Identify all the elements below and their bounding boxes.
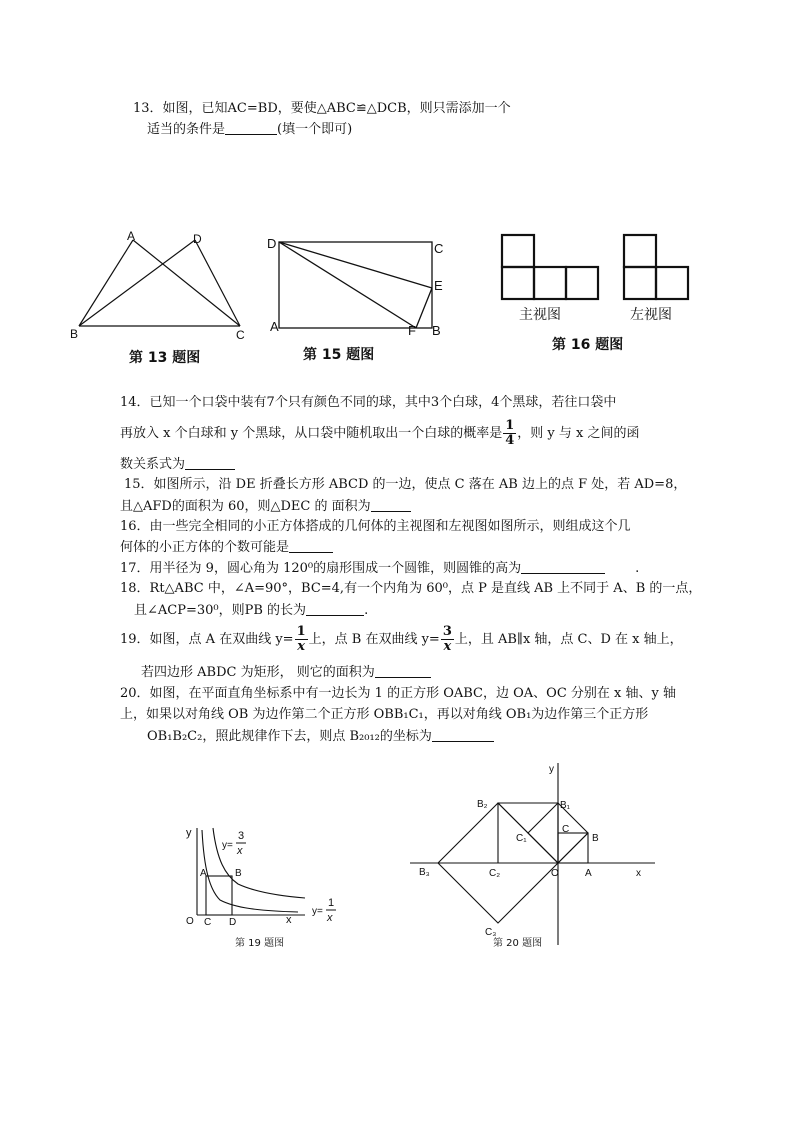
fig13-segment-dc: [195, 240, 240, 326]
figure-16: [495, 230, 725, 360]
fig16-left-cube: [656, 267, 688, 299]
fig13-label-d: D: [193, 232, 202, 246]
q19-fraction-1-over-x: $\frac{1}{x}$: [296, 624, 306, 654]
fig16-front-cube: [566, 267, 598, 299]
fig20-label-c: C: [562, 824, 570, 835]
q15-line1: 15．如图所示，沿 DE 折叠长方形 ABCD 的一边，使点 C 落在 AB 边上的点 F 处，若 AD=8，: [124, 477, 687, 492]
fig16-front-cube: [502, 267, 534, 299]
q16-line2: 何体的小正方体的个数可能是: [120, 539, 333, 556]
q19-answer-blank[interactable]: [375, 664, 431, 678]
fig20-label-a: A: [585, 868, 592, 879]
fig20-label-b2: B₂: [477, 799, 488, 810]
q14-line2: 再放入 x 个白球和 y 个黑球，从口袋中随机取出一个白球的概率是 $\frac{1}{4}$ ，则 y 与 x 之间的函: [120, 418, 640, 448]
fig20-label-y: y: [549, 764, 554, 775]
q14-line3: 数关系式为: [120, 456, 235, 473]
fig20-label-o: O: [551, 868, 559, 879]
fig20-label-b1: B₁: [560, 800, 571, 811]
fig13-caption: 第 13 题图: [129, 350, 201, 366]
fig20-label-c1: C₁: [516, 833, 527, 844]
fig19-label-o: O: [186, 916, 194, 927]
fig16-front-cube: [502, 235, 534, 267]
q15-answer-blank[interactable]: [371, 498, 411, 512]
q18-line1: 18．Rt△ABC 中，∠A=90°，BC=4,有一个内角为 60⁰，点 P 是直线 AB 上不同于 A、B 的一点，: [120, 581, 702, 596]
fig20-caption: 第 20 题图: [493, 938, 543, 949]
fig19-curve-3-over-x: [213, 828, 305, 898]
q16-answer-blank[interactable]: [289, 539, 333, 553]
q13-line2: 适当的条件是 (填一个即可): [147, 122, 353, 137]
fig19-curve1-den: x: [327, 912, 333, 924]
fig15-label-c: C: [434, 241, 444, 256]
fig19-label-b: B: [235, 868, 242, 879]
fig15-label-e: E: [434, 278, 443, 293]
fig19-label-d: D: [229, 917, 237, 928]
fig19-label-a: A: [200, 868, 207, 879]
fig16-caption: 第 16 题图: [552, 337, 624, 353]
fig16-left-cube: [624, 235, 656, 267]
fig19-label-y: y: [186, 827, 192, 839]
figure-19: [180, 820, 350, 955]
fig13-label-a: A: [127, 229, 136, 243]
fig19-curve3-lhs: y=: [222, 840, 233, 851]
fig20-label-c2: C₂: [489, 868, 501, 879]
fig16-left-label: 左视图: [630, 307, 672, 323]
fig13-segment-ac: [133, 240, 240, 326]
fig19-curve3-den: x: [237, 845, 243, 857]
fig15-caption: 第 15 题图: [303, 347, 375, 363]
q18-answer-blank[interactable]: [306, 602, 364, 616]
q20-answer-blank[interactable]: [432, 728, 494, 742]
fig15-label-b: B: [432, 323, 441, 338]
fig20-label-x: x: [636, 868, 641, 879]
q17-line1: 17．用半径为 9，圆心角为 120⁰的扇形围成一个圆锥，则圆锥的高为 .: [120, 561, 640, 576]
fig19-curve1-num: 1: [328, 897, 335, 909]
figure-13: [65, 228, 265, 378]
q15-line2: 且△AFD的面积为 60，则△DEC 的 面积为: [120, 498, 411, 515]
q19-fraction-3-over-x: $\frac{3}{x}$: [442, 624, 452, 654]
fig16-left-cube: [624, 267, 656, 299]
q19-line2: 若四边形 ABDC 为矩形， 则它的面积为: [141, 664, 431, 681]
fig19-curve1-lhs: y=: [312, 906, 323, 917]
fig15-segment-df: [279, 242, 416, 328]
q17-answer-blank[interactable]: [521, 560, 605, 574]
fig19-curve-1-over-x: [202, 830, 298, 912]
fig13-label-c: C: [236, 328, 245, 342]
fig15-label-a: A: [270, 319, 279, 334]
q14-probability-fraction: $\frac{1}{4}$: [505, 418, 515, 448]
q14-answer-blank[interactable]: [185, 456, 235, 470]
fig19-label-x: x: [286, 914, 292, 926]
fig13-segment-bd: [79, 240, 195, 326]
fig15-rectangle: [279, 242, 432, 328]
q13-line1: 13．如图，已知AC=BD，要使△ABC≌△DCB，则只需添加一个: [133, 101, 511, 116]
q13-answer-blank[interactable]: [225, 121, 277, 135]
fig13-label-b: B: [70, 327, 79, 341]
q20-line1: 20．如图，在平面直角坐标系中有一边长为 1 的正方形 OABC，边 OA、OC 分别在 x 轴、y 轴: [120, 686, 676, 701]
fig15-label-d: D: [267, 236, 277, 251]
fig15-segment-fe: [416, 288, 432, 328]
fig20-label-b: B: [592, 833, 599, 844]
fig19-caption: 第 19 题图: [235, 938, 285, 949]
q20-line3: OB₁B₂C₂，照此规律作下去，则点 B₂₀₁₂的坐标为: [147, 728, 494, 745]
fig16-front-cube: [534, 267, 566, 299]
fig19-curve3-num: 3: [238, 830, 245, 842]
fig16-front-label: 主视图: [519, 307, 561, 323]
fig20-label-b3: B₃: [419, 867, 430, 878]
fig15-fold-de: [279, 242, 432, 288]
q20-line2: 上，如果以对角线 OB 为边作第二个正方形 OBB₁C₁，再以对角线 OB₁为边作第三个正方形: [120, 707, 649, 722]
fig15-label-f: F: [408, 323, 416, 338]
q16-line1: 16．由一些完全相同的小正方体搭成的几何体的主视图和左视图如图所示，则组成这个几: [120, 519, 631, 534]
figure-15: [265, 232, 455, 372]
fig19-label-c: C: [204, 917, 212, 928]
fig20-label-c3: C₃: [485, 927, 497, 938]
q14-line1: 14．已知一个口袋中装有7个只有颜色不同的球，其中3个白球，4个黑球，若往口袋中: [120, 395, 617, 410]
figure-20: [405, 755, 665, 955]
q18-line2: 且∠ACP=30⁰，则PB 的长为 .: [134, 603, 369, 618]
fig13-segment-ba: [79, 240, 133, 326]
q19-line1: 19．如图，点 A 在双曲线 y= $\frac{1}{x}$ 上，点 B 在双曲线 y= $\frac{3}{x}$ 上，且 AB∥x 轴，点 C、D 在 x 轴上，: [120, 624, 683, 654]
